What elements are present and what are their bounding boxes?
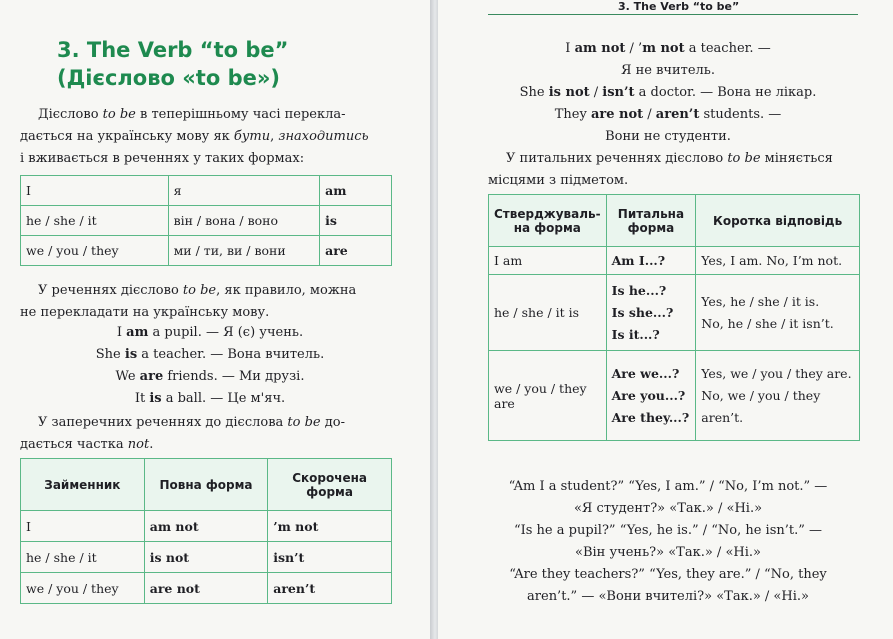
affirmative-cell: I am <box>489 247 607 275</box>
header-affirmative: Стверджуваль-на форма <box>489 195 607 247</box>
table-row <box>489 275 860 351</box>
table-row <box>489 351 860 441</box>
dialogue-line: “Am I a student?” “Yes, I am.” / “No, I’m not.” — <box>508 479 828 494</box>
pronoun-cell: he / she / it <box>21 206 169 236</box>
short-form-cell: aren’t <box>268 573 392 604</box>
pronoun-cell: I <box>21 511 145 542</box>
question-paragraph: У питальних реченнях дієслово to be міняється місцями з підметом. <box>488 151 833 188</box>
short-answer-cell: Yes, we / you / they are. No, we / you / they aren’t. <box>696 351 860 441</box>
full-form-cell: are not <box>144 573 268 604</box>
example-sentence: She is a teacher. — Вона вчитель. <box>95 347 325 362</box>
omit-paragraph: У реченнях дієслово to be, як правило, можна не перекладати на українську мову. <box>20 283 357 320</box>
dialogue-line: “Is he a pupil?” “Yes, he is.” / “No, he isn’t.” — <box>513 523 823 538</box>
table-row <box>21 236 392 266</box>
negative-table <box>20 458 392 604</box>
header-short: Скорочена форма <box>268 459 392 511</box>
negative-example: I am not / ’m not a teacher. — <box>565 41 771 56</box>
pronoun-cell: we / you / they <box>21 236 169 266</box>
translation-cell: ми / ти, ви / вони <box>168 236 320 266</box>
header-short-answer: Коротка відповідь <box>696 195 860 247</box>
pronoun-cell: we / you / they <box>21 573 145 604</box>
table-row <box>21 176 392 206</box>
example-sentence: It is a ball. — Це м'яч. <box>134 391 286 406</box>
question-cell: Is he...? Is she...? Is it...? <box>606 275 696 351</box>
pronoun-cell: I <box>21 176 169 206</box>
dialogue-line: aren’t.” — «Вони вчителі?» «Так.» / «Ні.» <box>527 589 809 604</box>
question-table <box>488 194 860 441</box>
affirmative-cell: we / you / they are <box>489 351 607 441</box>
header-question: Питальна форма <box>606 195 696 247</box>
section-title: 3. The Verb “to be” (Дієслово «to be») <box>57 38 289 90</box>
forms-table <box>20 175 392 266</box>
intro-paragraph: Дієслово to be в теперішньому часі перекла- дається на українську мову як бути, знаходитись і вживається в реченнях у таких формах: <box>20 107 369 166</box>
table-row <box>21 542 392 573</box>
full-form-cell: am not <box>144 511 268 542</box>
running-head: 3. The Verb “to be” <box>618 0 740 13</box>
table-row <box>21 573 392 604</box>
translation-cell: він / вона / воно <box>168 206 320 236</box>
full-form-cell: is not <box>144 542 268 573</box>
table-row <box>489 247 860 275</box>
header-pronoun: Займенник <box>21 459 145 511</box>
header-full: Повна форма <box>144 459 268 511</box>
question-cell: Are we...? Are you...? Are they...? <box>606 351 696 441</box>
table-row <box>21 206 392 236</box>
short-answer-cell: Yes, I am. No, I’m not. <box>696 247 860 275</box>
dialogue-line: “Are they teachers?” “Yes, they are.” / “No, they <box>509 567 827 582</box>
dialogue-line: «Він учень?» «Так.» / «Ні.» <box>575 545 761 560</box>
short-form-cell: ’m not <box>268 511 392 542</box>
verb-cell: are <box>320 236 392 266</box>
negative-examples <box>458 38 878 148</box>
left-page <box>0 0 432 639</box>
dialogue-examples <box>458 476 878 608</box>
verb-cell: is <box>320 206 392 236</box>
table-row <box>21 511 392 542</box>
negative-example: Вони не студенти. <box>605 129 731 144</box>
right-page <box>438 0 893 639</box>
example-sentence: I am a pupil. — Я (є) учень. <box>116 325 304 340</box>
short-form-cell: isn’t <box>268 542 392 573</box>
affirmative-cell: he / she / it is <box>489 275 607 351</box>
dialogue-line: «Я студент?» «Так.» / «Ні.» <box>573 501 763 516</box>
translation-cell: я <box>168 176 320 206</box>
header-rule <box>488 14 858 15</box>
negative-example: They are not / aren’t students. — <box>554 107 782 122</box>
verb-cell: am <box>320 176 392 206</box>
example-sentence: We are friends. — Ми друзі. <box>115 369 305 384</box>
affirmative-examples <box>20 322 400 410</box>
short-answer-cell: Yes, he / she / it is. No, he / she / it isn’t. <box>696 275 860 351</box>
pronoun-cell: he / she / it <box>21 542 145 573</box>
question-cell: Am I...? <box>606 247 696 275</box>
negative-example: Я не вчитель. <box>620 63 716 78</box>
negative-example: She is not / isn’t a doctor. — Вона не лікар. <box>519 85 817 100</box>
negative-paragraph: У заперечних реченнях до дієслова to be до- дається частка not. <box>20 415 345 452</box>
